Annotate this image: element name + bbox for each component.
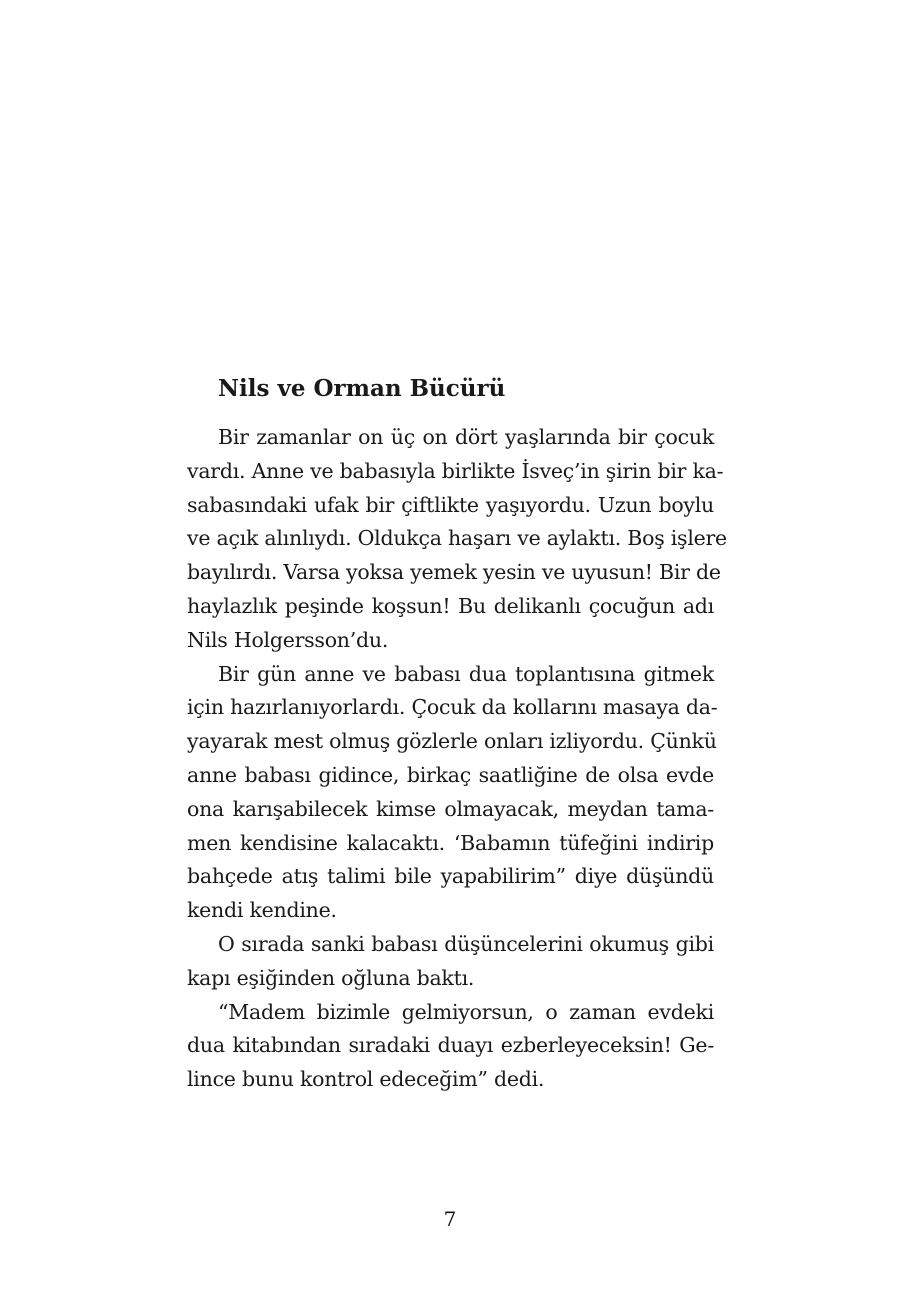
paragraph xyxy=(187,658,718,928)
text-line: Nils Holgersson’du. xyxy=(187,627,389,652)
chapter-title: Nils ve Orman Bücürü xyxy=(218,375,506,402)
text-line: sabasındaki ufak bir çiftlikte yaşıyordu. Uzun boylu xyxy=(187,492,714,517)
text-line: anne babası gidince, birkaç saatliğine de olsa evde xyxy=(187,762,714,787)
paragraph xyxy=(187,996,714,1097)
text-line: lince bunu kontrol edeceğim” dedi. xyxy=(187,1067,545,1092)
text-line: bayılırdı. Varsa yoksa yemek yesin ve uyusun! Bir de xyxy=(187,560,721,585)
text-line: Bir gün anne ve babası dua toplantısına gitmek xyxy=(218,661,714,686)
text-line: kendi kendine. xyxy=(187,898,337,923)
page-number: 7 xyxy=(443,1207,457,1231)
paragraph xyxy=(187,421,727,658)
text-line: yayarak mest olmuş gözlerle onları izliyordu. Çünkü xyxy=(187,729,717,754)
paragraph xyxy=(187,928,714,996)
text-line: men kendisine kalacaktı. ‘Babamın tüfeğini indirip xyxy=(187,830,714,855)
text-line: O sırada sanki babası düşüncelerini okumuş gibi xyxy=(218,931,714,956)
text-line: haylazlık peşinde koşsun! Bu delikanlı çocuğun adı xyxy=(187,593,714,618)
text-line: ve açık alınlıydı. Oldukça haşarı ve aylaktı. Boş işlere xyxy=(187,526,727,551)
text-line: bahçede atış talimi bile yapabilirim” diye düşündü xyxy=(187,864,714,889)
text-line: dua kitabından sıradaki duayı ezberleyeceksin! Ge- xyxy=(187,1033,714,1058)
text-line: ona karışabilecek kimse olmayacak, meydan tama- xyxy=(187,796,714,821)
chapter-body xyxy=(187,421,727,1097)
text-line: kapı eşiğinden oğluna baktı. xyxy=(187,965,475,990)
text-line: vardı. Anne ve babasıyla birlikte İsveç’in şirin bir ka- xyxy=(187,458,724,483)
text-line: “Madem bizimle gelmiyorsun, o zaman evdeki xyxy=(218,999,714,1024)
text-line: Bir zamanlar on üç on dört yaşlarında bir çocuk xyxy=(218,425,714,449)
text-line: için hazırlanıyorlardı. Çocuk da kollarını masaya da- xyxy=(187,695,718,720)
